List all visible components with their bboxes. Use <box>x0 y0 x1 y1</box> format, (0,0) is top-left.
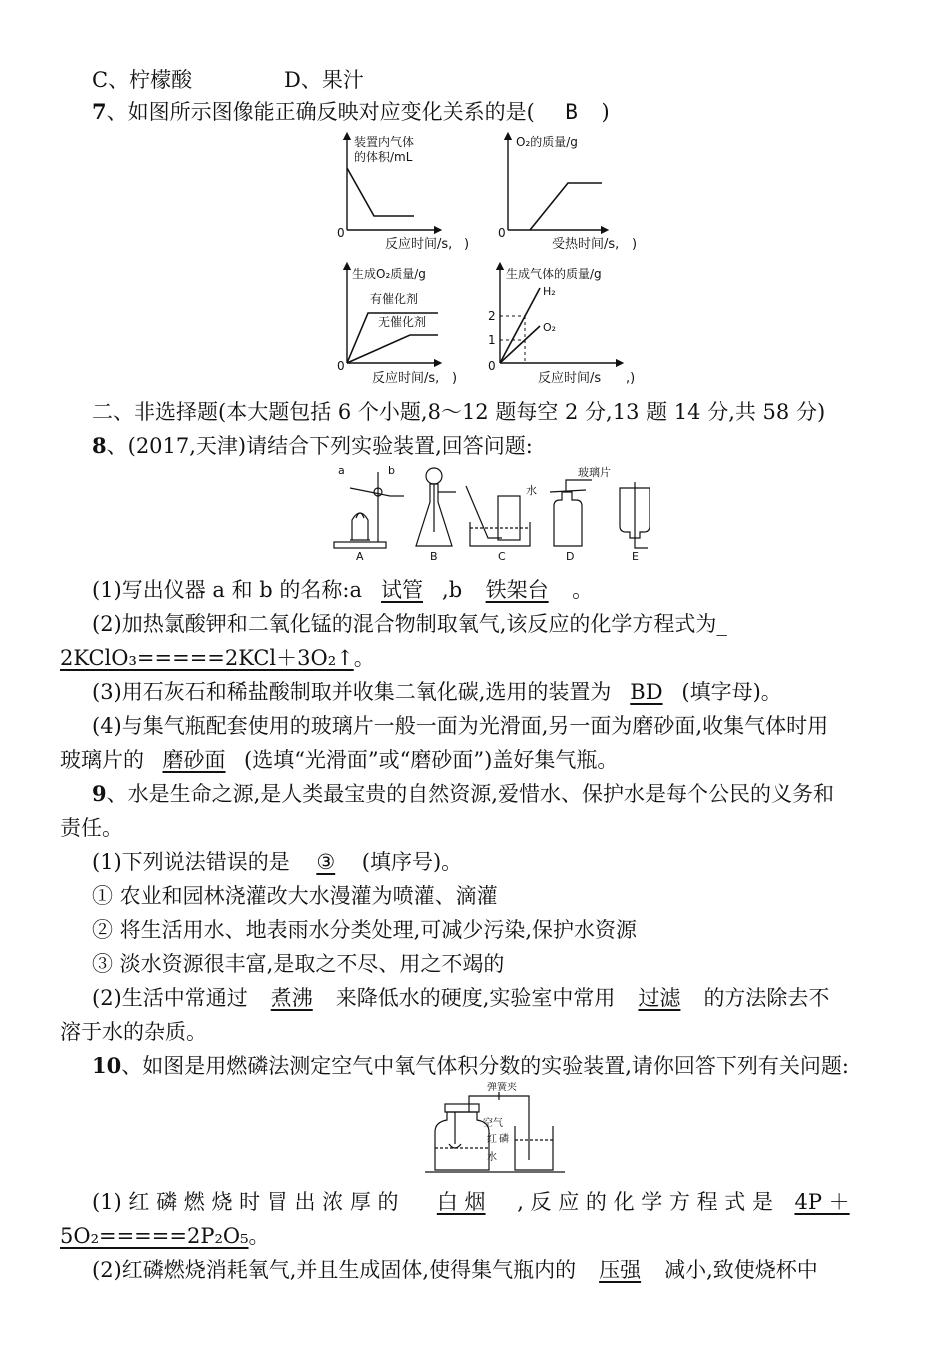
g2-paren: ) <box>632 237 638 252</box>
q10-part1 <box>92 1188 850 1216</box>
g4-xlabel: 反应时间/s <box>538 371 602 386</box>
q8-1-answer-b: 铁架台 <box>485 578 549 602</box>
q8-part3 <box>92 678 782 706</box>
q8-1-answer-a: 试管 <box>381 578 424 602</box>
g3-xlabel: 反应时间/s, <box>372 371 440 386</box>
g1-ylabel-2: 的体积/mL <box>354 150 413 164</box>
q9-2-answer-2: 过滤 <box>638 986 681 1010</box>
q9 <box>92 780 834 808</box>
q10 <box>92 1052 849 1080</box>
q9-line2: 责任。 <box>60 816 123 840</box>
label-red-2: 磷 <box>499 1134 509 1145</box>
label-water: 水 <box>487 1152 497 1163</box>
q8-3-text: (3)用石灰石和稀盐酸制取并收集二氧化碳,选用的装置为 <box>92 680 612 704</box>
q9-2-answer-1: 煮沸 <box>270 986 313 1010</box>
q8-2-answer: 2KClO₃=====2KCl＋3O₂↑ <box>60 646 354 670</box>
q9-option-3: ③ 淡水资源很丰富,是取之不尽、用之不竭的 <box>92 952 505 976</box>
g2-ylabel: O₂的质量/g <box>516 135 578 149</box>
g4-paren: ,) <box>626 371 636 386</box>
label-apparatus-a: A <box>356 550 364 562</box>
label-a: a <box>338 464 345 477</box>
option-c: C、柠檬酸 <box>92 68 193 92</box>
curve-o2-gas <box>500 326 540 363</box>
g1-paren: ) <box>464 237 470 252</box>
q8-1-end: 。 <box>572 578 594 602</box>
g1-origin: 0 <box>337 226 345 240</box>
gas-bottle <box>435 1112 489 1170</box>
q9-1-answer: ③ <box>316 850 336 874</box>
q9-text: 、水是生命之源,是人类最宝贵的自然资源,爱惜水、保护水是每个公民的义务和 <box>106 782 834 806</box>
q10-1-equation-b: 5O₂=====2P₂O₅ <box>60 1224 249 1248</box>
label-air: 空气 <box>483 1118 503 1129</box>
q9-part1 <box>92 848 462 876</box>
q8-1-text: (1)写出仪器 a 和 b 的名称:a <box>92 578 363 602</box>
label-apparatus-d: D <box>566 550 575 562</box>
apparatus-b <box>416 468 456 546</box>
g3-origin: 0 <box>337 359 345 373</box>
graph-o2-mass <box>498 134 637 252</box>
q10-part2 <box>92 1256 818 1284</box>
g4-o2-label: O₂ <box>543 321 557 334</box>
graph-catalyst <box>337 266 457 386</box>
curve-volume <box>347 168 414 216</box>
q7 <box>92 98 610 126</box>
g3-label-with: 有催化剂 <box>370 292 419 306</box>
curve-without-catalyst <box>347 335 438 363</box>
q10-1-equation-a: 4P ＋ <box>794 1190 850 1214</box>
graph-gas-volume <box>337 134 469 252</box>
q10-1-mid: , 反 应 的 化 学 方 程 式 是 <box>517 1190 773 1214</box>
label-spring-clip: 弹簧夹 <box>487 1082 517 1093</box>
q10-number: 10 <box>92 1053 122 1078</box>
q9-part2-line2: 溶于水的杂质。 <box>60 1020 207 1044</box>
q8-3-answer: BD <box>630 680 663 704</box>
q10-2-text: (2)红磷燃烧消耗氧气,并且生成固体,使得集气瓶内的 <box>92 1258 577 1282</box>
apparatus-a <box>334 472 404 548</box>
q8-apparatus-figure <box>330 462 650 562</box>
q7-graphs <box>330 128 650 390</box>
section-2-heading: 二、非选择题(本大题包括 6 个小题,8～12 题每空 2 分,13 题 14 分,共 58 分) <box>92 400 826 424</box>
label-red-1: 红 <box>487 1134 497 1145</box>
label-apparatus-e: E <box>632 550 639 562</box>
g3-label-without: 无催化剂 <box>378 315 427 329</box>
g3-paren: ) <box>452 371 458 386</box>
q10-1-answer: 白 烟 <box>436 1190 486 1214</box>
g4-ylabel: 生成气体的质量/g <box>506 267 602 281</box>
q8-part4: (4)与集气瓶配套使用的玻璃片一般一面为光滑面,另一面为磨砂面,收集气体时用 <box>92 714 829 738</box>
g2-origin: 0 <box>498 226 506 240</box>
q8-1-sep: ,b <box>442 578 463 602</box>
q8 <box>92 432 533 460</box>
g3-ylabel: 生成O₂质量/g <box>352 267 426 281</box>
q8-4-text: 玻璃片的 <box>60 748 144 772</box>
g4-h2-label: H₂ <box>543 285 556 298</box>
q10-text: 、如图是用燃磷法测定空气中氧气体积分数的实验装置,请你回答下列有关问题: <box>121 1054 849 1078</box>
apparatus-c <box>466 486 530 546</box>
q8-part1 <box>92 576 593 604</box>
q8-3-hint: (填字母)。 <box>681 680 782 704</box>
label-apparatus-b: B <box>430 550 438 562</box>
q8-part4-line2 <box>60 746 618 774</box>
q9-option-2: ② 将生活用水、地表雨水分类处理,可减少污染,保护水资源 <box>92 918 638 942</box>
q10-1-end: 。 <box>248 1224 270 1248</box>
q7-close: ) <box>601 100 610 124</box>
q7-answer: B <box>565 100 578 124</box>
g1-ylabel-1: 装置内气体 <box>354 135 415 149</box>
label-b: b <box>388 464 395 477</box>
q10-2-tail: 减小,致使烧杯中 <box>664 1258 818 1282</box>
q8-part2: (2)加热氯酸钾和二氧化锰的混合物制取氧气,该反应的化学方程式为_ <box>92 612 727 636</box>
g2-xlabel: 受热时间/s, <box>552 237 620 252</box>
q8-part2-answer-line <box>60 644 375 672</box>
q8-4-hint: (选填“光滑面”或“磨砂面”)盖好集气瓶。 <box>244 748 619 772</box>
q9-option-1: ① 农业和园林浇灌改大水漫灌为喷灌、滴灌 <box>92 884 498 908</box>
curve-o2 <box>530 183 602 230</box>
apparatus-e <box>620 482 650 548</box>
g1-xlabel: 反应时间/s, <box>385 237 453 252</box>
q8-4-answer: 磨砂面 <box>162 748 226 772</box>
label-water: 水 <box>526 484 537 497</box>
q9-number: 9 <box>92 781 107 806</box>
q9-1-hint: (填序号)。 <box>361 850 463 874</box>
q9-2-tail: 的方法除去不 <box>703 986 830 1010</box>
apparatus-d <box>550 480 592 546</box>
label-glass-sheet: 玻璃片 <box>578 466 611 479</box>
q9-2-mid: 来降低水的硬度,实验室中常用 <box>335 986 616 1010</box>
q10-part1-line2 <box>60 1222 270 1250</box>
g4-tick-2: 2 <box>488 309 496 323</box>
q7-text: 、如图所示图像能正确反映对应变化关系的是( <box>106 100 535 124</box>
q8-2-end: 。 <box>353 646 375 670</box>
q8-text: 、(2017,天津)请结合下列实验装置,回答问题: <box>106 434 533 458</box>
q7-number: 7 <box>92 99 107 124</box>
label-apparatus-c: C <box>498 550 506 562</box>
q9-part2 <box>92 984 829 1012</box>
q10-apparatus-figure <box>425 1082 565 1178</box>
option-d: D、果汁 <box>284 68 364 92</box>
curve-h2 <box>500 288 540 363</box>
q10-1-text: (1) 红 磷 燃 烧 时 冒 出 浓 厚 的 <box>92 1190 399 1214</box>
graph-gas-mass <box>488 266 635 386</box>
g4-origin: 0 <box>488 359 496 373</box>
q9-2-text: (2)生活中常通过 <box>92 986 248 1010</box>
g4-tick-1: 1 <box>488 333 496 347</box>
q8-number: 8 <box>92 433 107 458</box>
q10-2-answer: 压强 <box>599 1258 642 1282</box>
q9-1-text: (1)下列说法错误的是 <box>92 850 290 874</box>
